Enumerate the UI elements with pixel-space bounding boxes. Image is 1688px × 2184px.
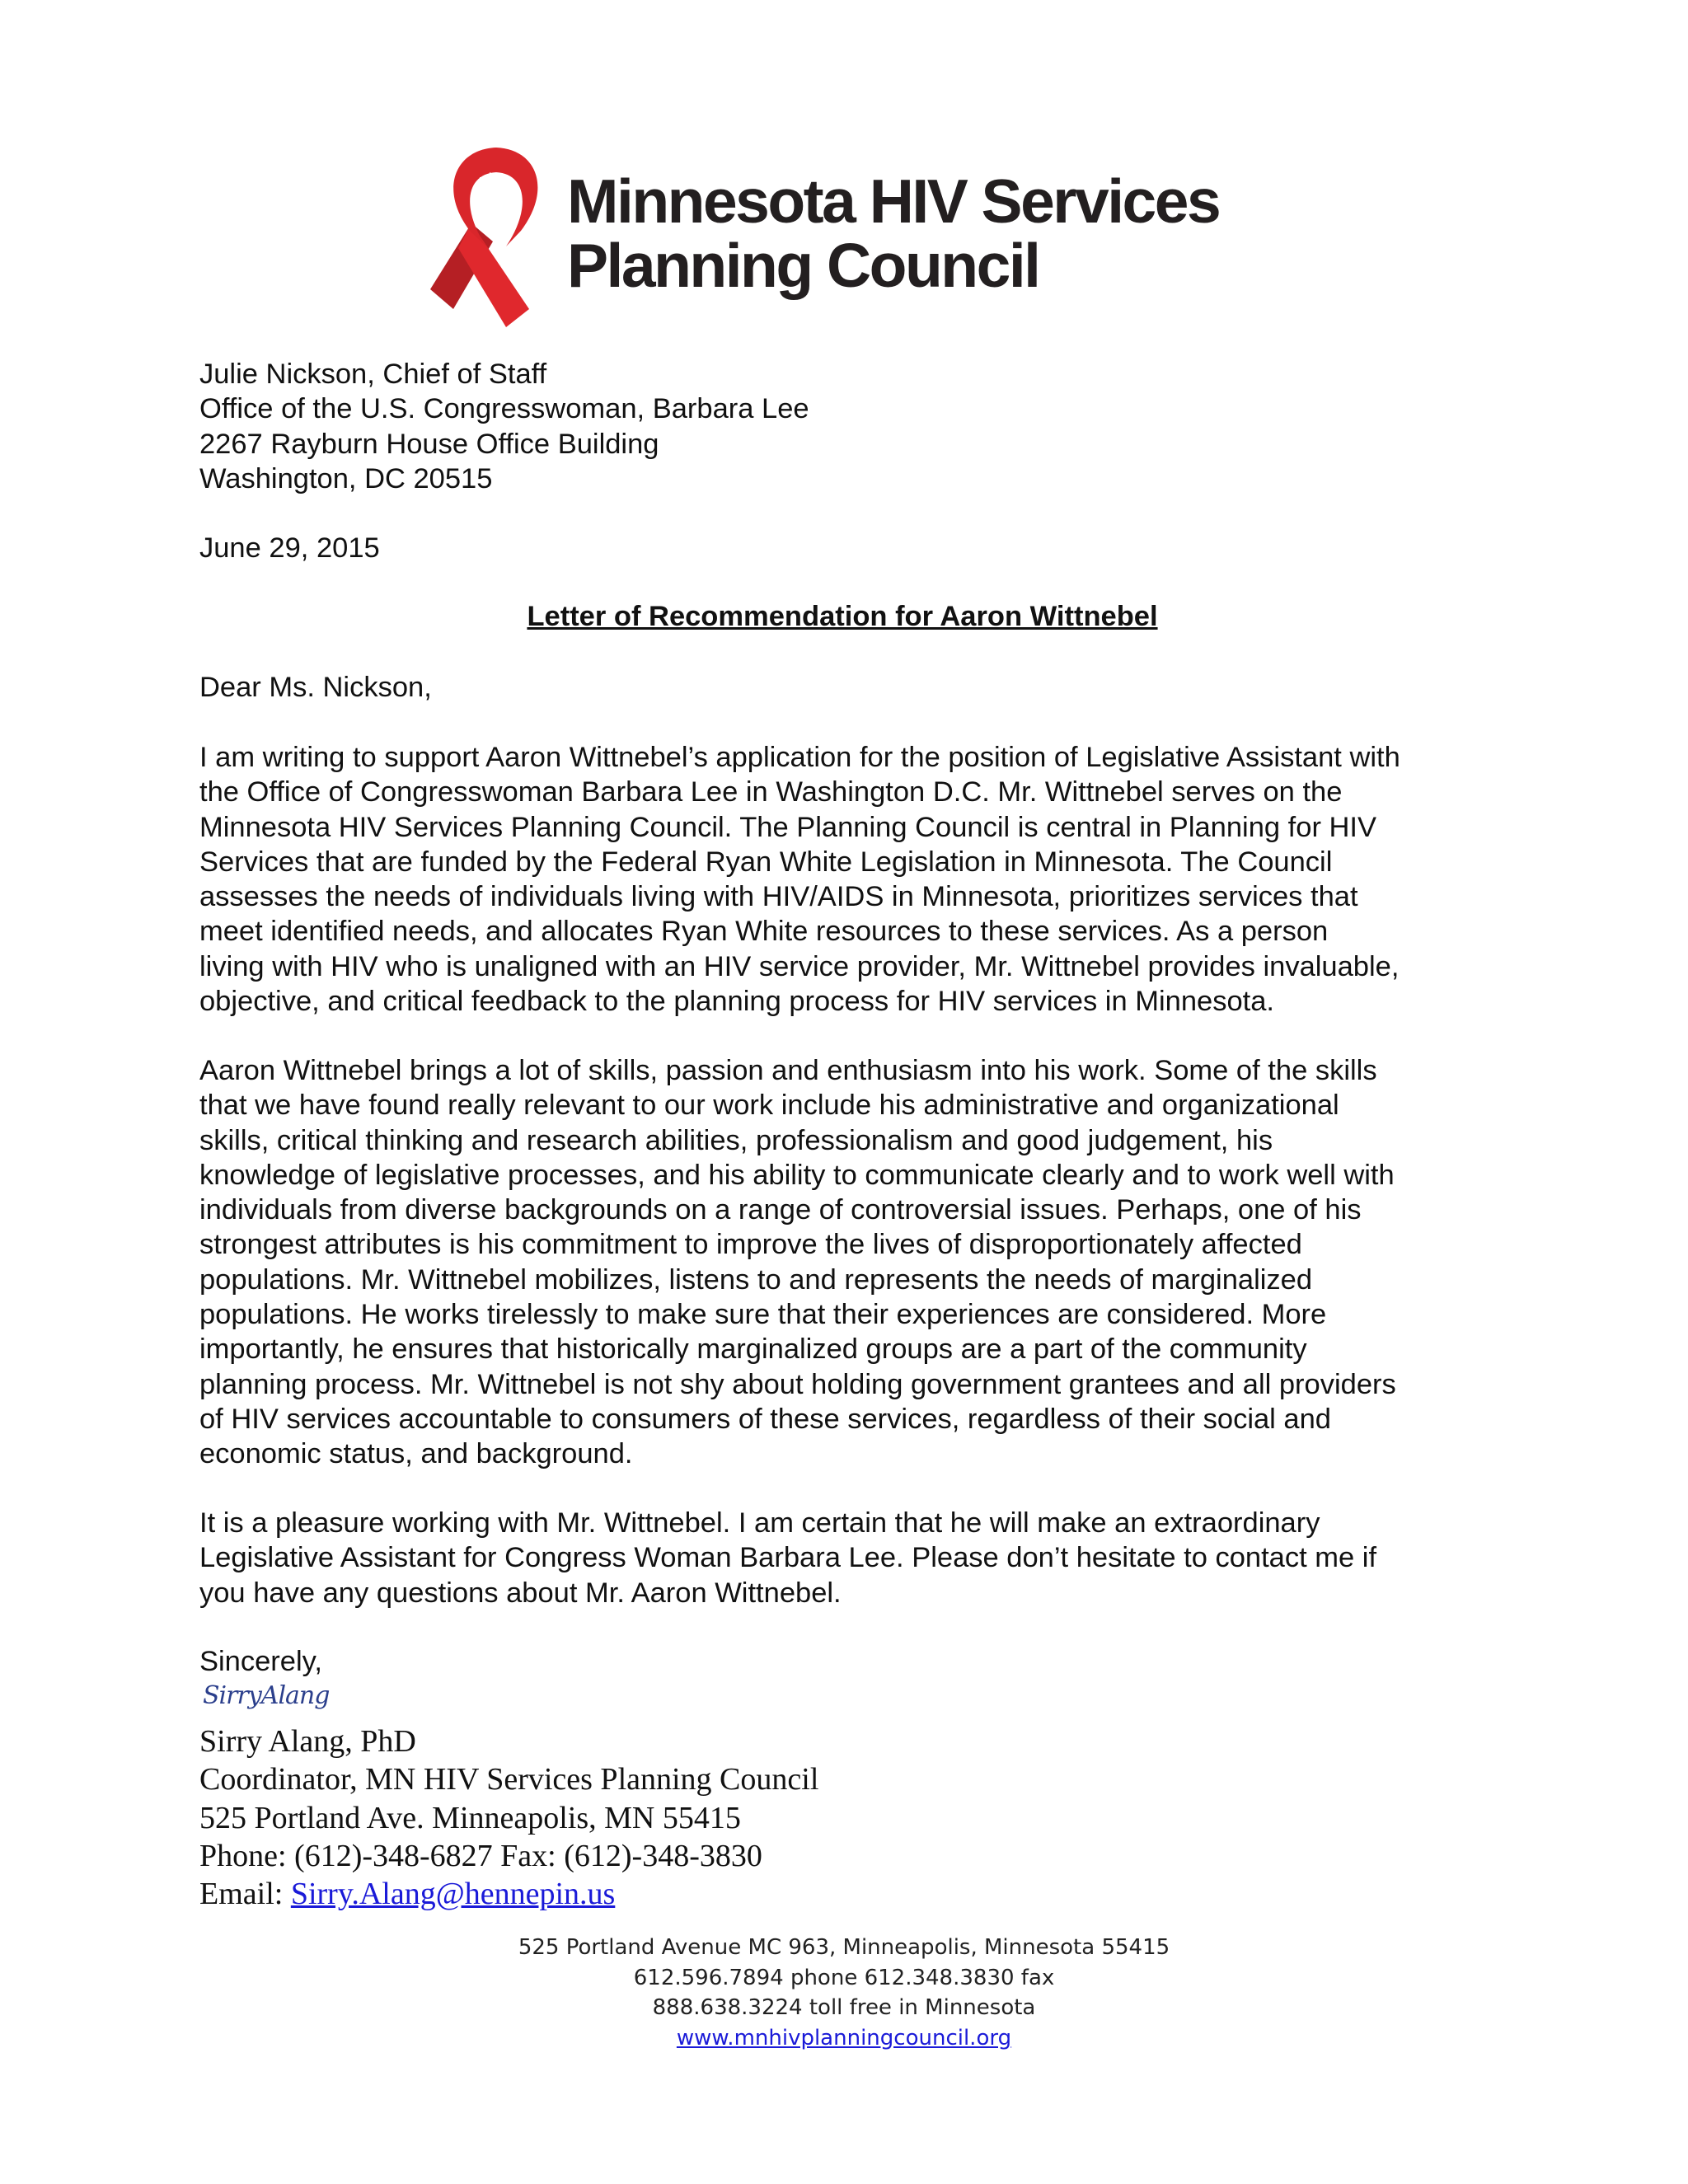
salutation: Dear Ms. Nickson, [199,672,432,703]
signer-name: Sirry Alang, PhD [199,1724,416,1759]
paragraph-line: you have any questions about Mr. Aaron Wittnebel. [199,1577,842,1609]
paragraph-line: individuals from diverse backgrounds on a range of controversial issues. Perhaps, one of his [199,1194,1362,1226]
footer-phone-fax: 612.596.7894 phone 612.348.3830 fax [633,1965,1055,1990]
paragraph-line: meet identified needs, and allocates Ryan White resources to these services. As a person [199,916,1329,948]
email-link[interactable]: Sirry.Alang@hennepin.us [290,1877,616,1912]
paragraph-line: Legislative Assistant for Congress Woman Barbara Lee. Please don’t hesitate to contact me if [199,1542,1377,1574]
signer-block [199,1722,1271,1913]
paragraph-line: populations. He works tirelessly to make sure that their experiences are considered. More [199,1299,1327,1331]
paragraph-line: objective, and critical feedback to the planning process for HIV services in Minnesota. [199,986,1275,1018]
handwritten-signature: SirryAlang [203,1681,330,1710]
recipient-line: Julie Nickson, Chief of Staff [199,359,547,390]
website-link[interactable]: www.mnhivplanningcouncil.org [676,2025,1012,2050]
closing: Sincerely, [199,1646,322,1677]
paragraph-line: of HIV services accountable to consumers of these services, regardless of their social and [199,1403,1331,1435]
paragraph-line: Services that are funded by the Federal Ryan White Legislation in Minnesota. The Council [199,846,1333,878]
paragraph-line: that we have found really relevant to our work include his administrative and organizational [199,1090,1339,1122]
letter-date: June 29, 2015 [199,532,380,564]
paragraph-line: Minnesota HIV Services Planning Council. The Planning Council is central in Planning for HIV [199,811,1377,843]
paragraph-line: living with HIV who is unaligned with an HIV service provider, Mr. Wittnebel provides invaluable, [199,950,1400,982]
paragraph-line: I am writing to support Aaron Wittnebel’s application for the position of Legislative Assistant with [199,742,1400,773]
letterhead-logo [420,144,1261,334]
paragraph-line: knowledge of legislative processes, and his ability to communicate clearly and to work well with [199,1159,1395,1191]
paragraph-line: skills, critical thinking and research abilities, professionalism and good judgement, his [199,1124,1273,1156]
paragraph-3 [199,1506,1535,1610]
paragraph-line: It is a pleasure working with Mr. Wittnebel. I am certain that he will make an extraordinary [199,1507,1320,1539]
letter-footer [349,1933,1339,2053]
paragraph-line: economic status, and background. [199,1438,633,1470]
org-name-line1: Minnesota HIV Services [567,166,1220,236]
footer-address: 525 Portland Avenue MC 963, Minneapolis, Minnesota 55415 [518,1935,1170,1960]
paragraph-line: assesses the needs of individuals living with HIV/AIDS in Minnesota, prioritizes services that [199,881,1358,913]
paragraph-line: the Office of Congresswoman Barbara Lee in Washington D.C. Mr. Wittnebel serves on the [199,776,1343,808]
signer-title: Coordinator, MN HIV Services Planning Council [199,1762,819,1797]
red-ribbon-icon [420,144,577,334]
paragraph-1 [199,740,1535,1019]
signer-phone-fax: Phone: (612)-348-6827 Fax: (612)-348-3830 [199,1838,762,1873]
paragraph-line: planning process. Mr. Wittnebel is not shy about holding government grantees and all providers [199,1368,1396,1400]
paragraph-line: populations. Mr. Wittnebel mobilizes, listens to and represents the needs of marginalized [199,1263,1313,1296]
paragraph-line: strongest attributes is his commitment to improve the lives of disproportionately affected [199,1229,1302,1261]
org-name-line2: Planning Council [567,231,1039,300]
recipient-line: 2267 Rayburn House Office Building [199,428,659,460]
paragraph-line: Aaron Wittnebel brings a lot of skills, passion and enthusiasm into his work. Some of the skills [199,1055,1377,1086]
signer-address: 525 Portland Ave. Minneapolis, MN 55415 [199,1800,741,1835]
signer-email-row [199,1875,1271,1913]
paragraph-line: importantly, he ensures that historically marginalized groups are a part of the community [199,1333,1307,1366]
recipient-line: Office of the U.S. Congresswoman, Barbara Lee [199,393,809,425]
recipient-address [199,357,1535,496]
email-label: Email: [199,1877,291,1912]
recipient-line: Washington, DC 20515 [199,462,493,494]
org-name [567,166,1220,300]
paragraph-2 [199,1053,1535,1472]
footer-toll-free: 888.638.3224 toll free in Minnesota [652,1995,1036,2020]
letter-subject: Letter of Recommendation for Aaron Wittnebel [527,601,1158,632]
